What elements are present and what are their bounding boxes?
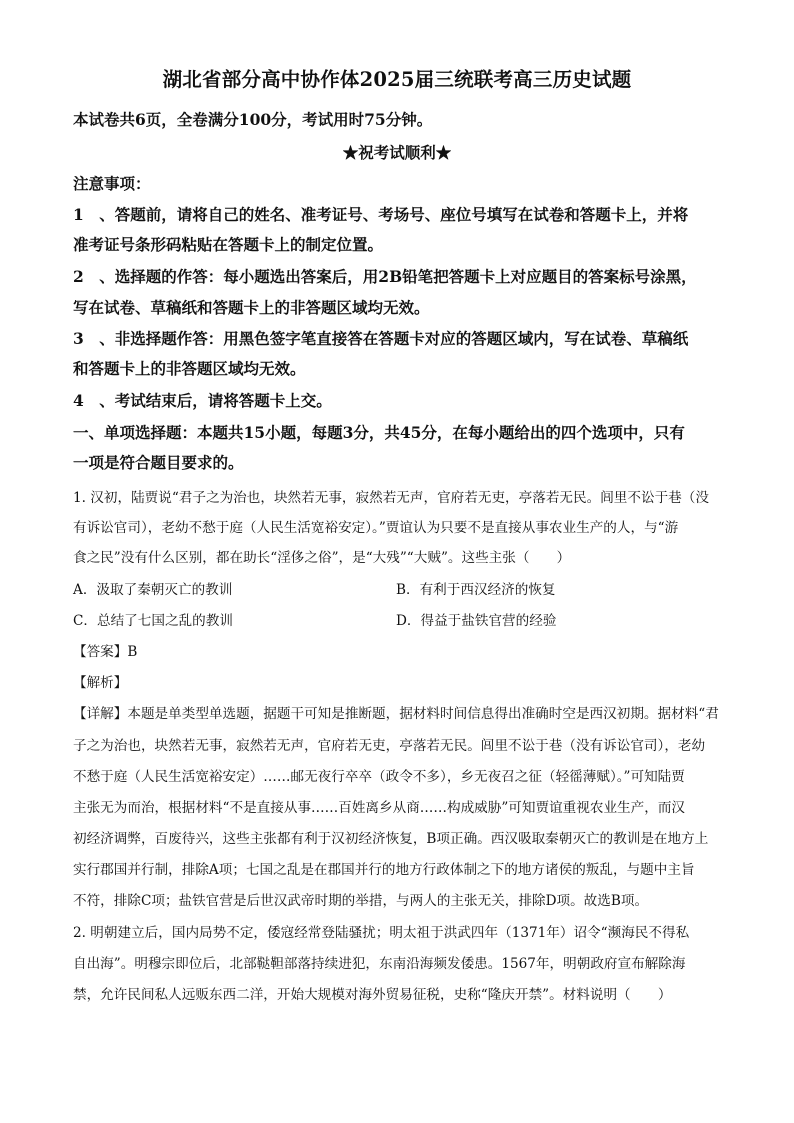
section-heading: 一项是符合题目要求的。 — [73, 453, 244, 472]
notes-line: 1 、答题前，请将自己的姓名、准考证号、考场号、座位号填写在试卷和答题卡上，并将 — [73, 205, 689, 224]
page-title: 湖北省部分高中协作体2025届三统联考高三历史试题 — [162, 68, 632, 91]
analysis-detail: 【详解】本题是单类型单选题，据题干可知是推断题，据材料时间信息得出准确时空是西汉初期。据材料“君 — [73, 706, 719, 722]
question-1-stem: 食之民”没有什么区别，都在助长“淫侈之俗”，是“大残”“大贼”。这些主张（ ） — [73, 550, 571, 566]
option-d: D．得益于盐铁官营的经验 — [396, 613, 557, 629]
option-c: C．总结了七国之乱的教训 — [73, 613, 233, 629]
analysis-detail: 子之为治也，块然若无事，寂然若无声，官府若无吏，亭落若无民。闾里不讼于巷（没有诉讼官司），老幼 — [73, 738, 706, 754]
notes-line: 写在试卷、草稿纸和答题卡上的非答题区域均无效。 — [73, 298, 430, 317]
analysis-detail: 主张无为而治，根据材料“不是直接从事……百姓离乡从商……构成威胁”可知贾谊重视农业生产，而汉 — [73, 800, 686, 816]
question-1-stem: 1. 汉初，陆贾说“君子之为治也，块然若无事，寂然若无声，官府若无吏，亭落若无民。闾里不讼于巷（没 — [73, 490, 709, 506]
blessing-line: ★祝考试顺利★ — [342, 143, 452, 162]
notes-line: 2 、选择题的作答：每小题选出答案后，用2B铅笔把答题卡上对应题目的答案标号涂黑， — [73, 267, 697, 286]
question-1-stem: 有诉讼官司），老幼不愁于庭（人民生活宽裕安定）。”贾谊认为只要不是直接从事农业生产的人，与“游 — [73, 520, 679, 536]
analysis-detail: 不愁于庭（人民生活宽裕安定）……邮无夜行卒卒（政令不多），乡无夜召之征（轻徭薄赋）。”可知陆贾 — [73, 769, 685, 785]
option-b: B．有利于西汉经济的恢复 — [396, 582, 556, 598]
analysis-detail: 初经济调弊，百废待兴，这些主张都有利于汉初经济恢复，B项正确。西汉吸取秦朝灭亡的教训是在地方上 — [73, 831, 709, 847]
analysis-label: 【解析】 — [73, 675, 128, 691]
question-2-stem: 禁，允许民间私人远贩东西二洋，开始大规模对海外贸易征税，史称“隆庆开禁”。材料说明（ ） — [73, 987, 672, 1003]
notes-line: 4 、考试结束后，请将答题卡上交。 — [73, 391, 332, 410]
question-2-stem: 2. 明朝建立后，国内局势不定，倭寇经常登陆骚扰；明太祖于洪武四年（1371年）诏令“濒海民不得私 — [73, 925, 690, 941]
notes-line: 3 、非选择题作答：用黑色签字笔直接答在答题卡对应的答题区域内，写在试卷、草稿纸 — [73, 329, 689, 348]
notes-heading: 注意事项： — [73, 174, 151, 193]
exam-info: 本试卷共6页，全卷满分100分，考试用时75分钟。 — [73, 110, 433, 129]
analysis-detail: 不符，排除C项；盐铁官营是后世汉武帝时期的举措，与两人的主张无关，排除D项。故选B项。 — [73, 893, 649, 909]
notes-line: 和答题卡上的非答题区域均无效。 — [73, 359, 306, 378]
option-a: A．汲取了秦朝灭亡的教训 — [73, 582, 233, 598]
notes-line: 准考证号条形码粘贴在答题卡上的制定位置。 — [73, 235, 384, 254]
answer-line: 【答案】B — [73, 644, 138, 660]
section-heading: 一、单项选择题：本题共15小题，每题3分，共45分，在每小题给出的四个选项中，只有 — [73, 423, 685, 442]
question-2-stem: 自出海”。明穆宗即位后，北部鞑靼部落持续进犯，东南沿海频发倭患。1567年，明朝政府宣布解除海 — [73, 956, 686, 972]
analysis-detail: 实行郡国并行制，排除A项；七国之乱是在郡国并行的地方行政体制之下的地方诸侯的叛乱，与题中主旨 — [73, 862, 695, 878]
